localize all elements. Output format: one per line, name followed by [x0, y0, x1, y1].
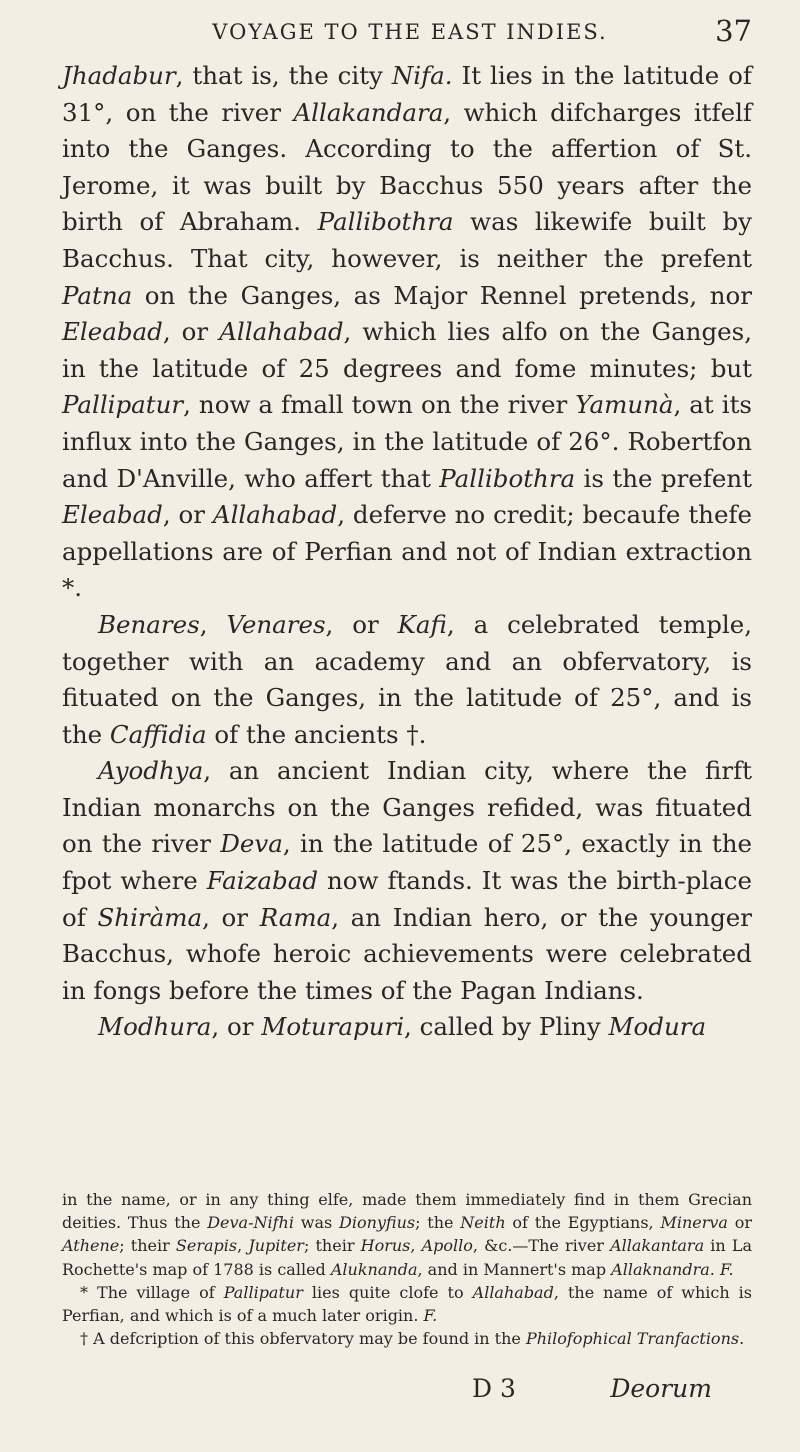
- text-run: , called by Pliny: [404, 1012, 609, 1042]
- text-run: now ftands. It was the birth-place of: [62, 866, 752, 932]
- italic-term: Dionyfius: [339, 1213, 416, 1233]
- italic-term: Allahabad: [212, 500, 338, 530]
- text-run: in La Rochette's map of 1788 is called: [62, 1236, 752, 1279]
- text-run: It lies in the latitude of 31°, on the river: [62, 61, 752, 127]
- italic-term: Allakantara: [610, 1236, 705, 1256]
- catchword: Deorum: [610, 1374, 712, 1403]
- text-run: of the ancients †.: [206, 719, 427, 749]
- paragraph-modhura: [62, 1009, 752, 1046]
- text-run: lies quite clofe to: [302, 1282, 473, 1302]
- text-run: , which lies alfo on the Ganges, in the latitude of 25 degrees and fome minutes; but: [62, 317, 752, 383]
- paragraph-ayodhya: [62, 753, 752, 1009]
- paragraph-benares: [62, 607, 752, 753]
- italic-term: Pallipatur: [223, 1282, 303, 1302]
- italic-term: Minerva: [660, 1213, 728, 1233]
- italic-term: Yamunà: [575, 390, 674, 420]
- text-run: , or: [325, 609, 398, 639]
- italic-term: Modura: [608, 1012, 707, 1042]
- text-run: on the Ganges, as Major Rennel pretends, nor: [132, 280, 752, 310]
- italic-term: Kafi: [397, 609, 447, 639]
- text-run: , or: [202, 902, 260, 932]
- text-run: .: [709, 1259, 720, 1279]
- text-run: was likewife built by Bacchus. That city, however, is neither the prefent: [62, 207, 752, 273]
- footnotes: [62, 1188, 752, 1350]
- italic-term: Benares: [98, 609, 200, 639]
- italic-term: Pallipatur: [62, 390, 184, 420]
- italic-term: Allaknandra: [611, 1259, 710, 1279]
- text-run: , at its influx into the Ganges, in the latitude of 26°. Robertfon and D'Anville, who affert that: [62, 390, 752, 493]
- italic-term: Horus: [360, 1236, 411, 1256]
- text-run: † A defcription of this obfervatory may be found in the: [80, 1329, 526, 1349]
- italic-term: Eleabad: [62, 500, 163, 530]
- text-run: , a celebrated temple, together with an academy and an obfervatory, is fituated on the Ganges, in the latitude of 25°, and is the: [62, 609, 753, 749]
- text-run: .: [739, 1329, 745, 1349]
- text-run: , deferve no credit; becaufe thefe appellations are of Perfian and not of Indian extraction *.: [62, 500, 753, 603]
- italic-term: Eleabad: [62, 317, 163, 347]
- footnote-continued: [62, 1188, 752, 1281]
- italic-term: Apollo: [421, 1236, 473, 1256]
- italic-term: Pallibothra: [439, 463, 576, 493]
- italic-term: F.: [423, 1306, 438, 1326]
- body-text: [62, 58, 752, 1046]
- italic-term: Pallibothra: [317, 207, 454, 237]
- paragraph-nifa: [62, 58, 752, 607]
- italic-term: Deva: [220, 829, 283, 859]
- text-run: , that is, the city: [175, 61, 392, 90]
- page-header: [60, 14, 760, 58]
- text-run: , &c.—The river: [472, 1236, 611, 1256]
- italic-term: Caffidia: [109, 719, 207, 749]
- text-run: ; their: [119, 1236, 176, 1256]
- italic-term: Venares: [226, 609, 326, 639]
- text-run: or: [727, 1213, 753, 1233]
- text-run: in the name, or in any thing elfe, made them immediately find in them Grecian deities. Thus the: [62, 1190, 752, 1233]
- text-run: ,: [199, 609, 227, 639]
- text-run: ,: [237, 1236, 249, 1256]
- page-number: 37: [715, 14, 752, 48]
- text-run: ; the: [415, 1213, 461, 1233]
- text-run: , in the latitude of 25°, exactly in the fpot where: [62, 829, 752, 896]
- italic-term: Allahabad: [472, 1282, 554, 1302]
- italic-term: Moturapuri: [261, 1012, 405, 1042]
- text-run: * The village of: [80, 1282, 224, 1302]
- page-footer: [60, 1374, 750, 1408]
- italic-term: Rama: [259, 902, 332, 932]
- italic-term: Neith: [460, 1213, 506, 1233]
- italic-term: Athene: [62, 1236, 120, 1256]
- text-run: , and in Mannert's map: [417, 1259, 612, 1279]
- italic-term: Patna: [62, 280, 133, 310]
- italic-term: Faizabad: [206, 866, 319, 896]
- running-title: VOYAGE TO THE EAST INDIES.: [212, 20, 608, 44]
- italic-term: Jupiter: [248, 1236, 304, 1256]
- text-run: , which difcharges itfelf into the Ganges. According to the affertion of St. Jerome, it was built by Bacchus 550 years after the birth of Abraham.: [62, 97, 752, 237]
- italic-term: Allahabad: [219, 317, 344, 347]
- italic-term: Philofophical Tranfactions: [525, 1329, 740, 1349]
- text-run: , or: [162, 317, 220, 347]
- text-run: , or: [162, 500, 213, 530]
- text-run: , now a fmall town on the river: [183, 390, 576, 420]
- text-run: ; their: [303, 1236, 361, 1256]
- italic-term: Shiràma: [97, 902, 203, 932]
- text-run: of the Egyptians,: [505, 1213, 661, 1233]
- italic-term: Ayodhya: [98, 756, 204, 786]
- italic-term: F.: [719, 1259, 734, 1279]
- text-run: was: [293, 1213, 339, 1233]
- footnote-dagger: [62, 1327, 752, 1350]
- italic-term: Nifa.: [391, 61, 453, 90]
- italic-term: Aluknanda: [330, 1259, 418, 1279]
- text-run: , or: [211, 1012, 262, 1042]
- text-run: is the prefent: [575, 463, 752, 493]
- text-run: ,: [410, 1236, 422, 1256]
- italic-term: Modhura: [98, 1012, 212, 1042]
- text-run: , an Indian hero, or the younger Bacchus, whofe heroic achievements were celebrated in fongs before the times of the Pagan Indians.: [62, 902, 753, 1005]
- text-run: , an ancient Indian city, where the firft Indian monarchs on the Ganges refided, was fituated on the river: [62, 756, 752, 859]
- text-run: , the name of which is Perfian, and which is of a much later origin.: [62, 1282, 753, 1326]
- footnote-asterisk: [62, 1281, 752, 1327]
- italic-term: Jhadabur: [62, 61, 176, 90]
- italic-term: Allakandara: [293, 97, 444, 127]
- signature-mark: D 3: [472, 1374, 516, 1403]
- italic-term: Serapis: [175, 1236, 238, 1256]
- italic-term: Deva-Nifhi: [207, 1213, 294, 1233]
